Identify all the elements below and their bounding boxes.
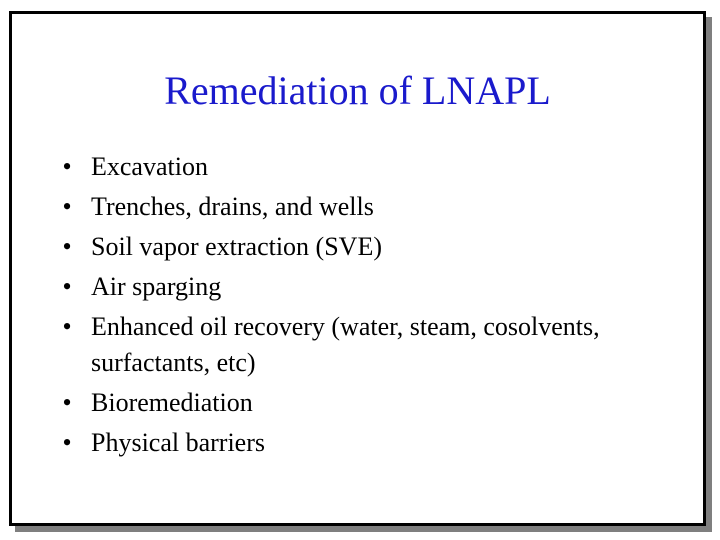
slide-title: Remediation of LNAPL	[164, 68, 551, 113]
bullet-text: Enhanced oil recovery (water, steam, cosolvents, surfactants, etc)	[91, 312, 600, 377]
bullet-icon: •	[62, 312, 72, 341]
bullet-icon: •	[62, 232, 72, 261]
bullet-text: Trenches, drains, and wells	[91, 192, 374, 221]
slide	[9, 11, 706, 526]
bullet-icon: •	[62, 152, 72, 181]
bullet-icon: •	[62, 428, 72, 457]
bullet-text: Physical barriers	[91, 428, 266, 457]
bullet-text: Excavation	[91, 152, 208, 181]
bullet-icon: •	[62, 388, 72, 417]
bullet-icon: •	[62, 192, 72, 221]
bullet-icon: •	[62, 272, 72, 301]
list-item	[57, 147, 667, 187]
list-item	[57, 267, 667, 307]
bullet-text: Bioremediation	[91, 388, 253, 417]
list-item	[57, 383, 667, 423]
bullet-list	[57, 147, 667, 463]
list-item	[57, 187, 667, 227]
list-item	[57, 227, 667, 267]
list-item	[57, 307, 667, 383]
list-item	[57, 423, 667, 463]
bullet-text: Air sparging	[91, 272, 222, 301]
bullet-text: Soil vapor extraction (SVE)	[91, 232, 382, 261]
